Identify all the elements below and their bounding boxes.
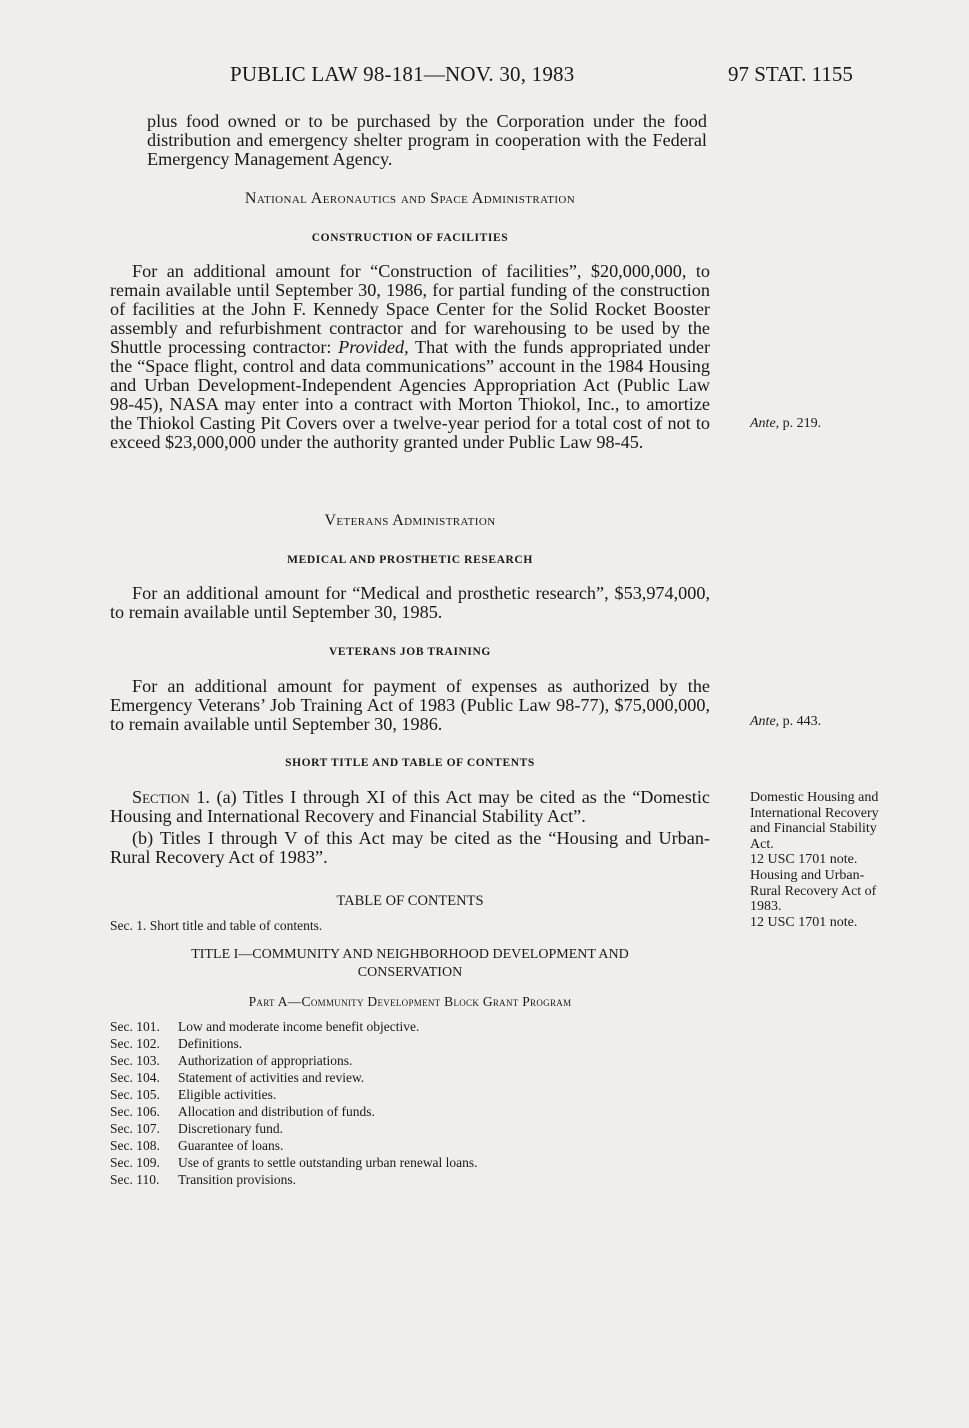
job-training-paragraph: For an additional amount for payment of expenses as authorized by the Emergency Veterans’ Job Training Act of 1983 (Public Law 98-77), $75,000,000, to remain available until September 30, 1986. (110, 676, 710, 734)
toc-heading: TABLE OF CONTENTS (336, 893, 484, 909)
toc-entry: Sec. 110. Transition provisions. (110, 1172, 297, 1187)
running-header-title: PUBLIC LAW 98-181—NOV. 30, 1983 (230, 62, 575, 86)
toc-entry: Sec. 108. Guarantee of loans. (110, 1138, 284, 1153)
toc-entry: Sec. 105. Eligible activities. (110, 1087, 277, 1102)
toc-part-a: Part A—Community Development Block Grant Program (248, 994, 572, 1009)
short-title-paragraph-b: (b) Titles I through V of this Act may be cited as the “Housing and Urban-Rural Recovery Act of 1983”. (110, 828, 710, 867)
appropriation-heading-job-training: VETERANS JOB TRAINING (329, 646, 491, 658)
toc-entry: Sec. 106. Allocation and distribution of funds. (110, 1104, 375, 1119)
section-label: Section 1. (132, 787, 210, 807)
margin-note-ante-219: Ante, p. 219. (750, 416, 822, 431)
margin-citation-1: 12 USC 1701 note. (750, 852, 858, 868)
intro-paragraph: plus food owned or to be purchased by the Corporation under the food distribution and emergency shelter program in cooperation with the Federal Emergency Management Agency. (147, 111, 707, 169)
nasa-text-after: That with the funds appropriated under the “Space flight, control and data communications” account in the 1984 Housing and Urban Development-Independent Agencies Appropriation Act (Public Law 98-45), NASA may enter into a contract with Morton Thiokol, Inc., to amortize the Thiokol Casting Pit Covers over a twelve-year period for a total cost of not to exceed $23,000,000 under the authority granted under Public Law 98-45. (110, 337, 710, 452)
margin-notes-short-title (750, 790, 880, 930)
toc-entry: Sec. 101. Low and moderate income benefit objective. (110, 1019, 420, 1034)
running-header-page: 97 STAT. 1155 (728, 62, 853, 86)
margin-note-ante-443: Ante, p. 443. (750, 714, 822, 729)
nasa-paragraph (110, 262, 710, 452)
margin-note-domestic-housing: Domestic Housing and International Recovery and Financial Stability Act. (750, 790, 879, 852)
agency-heading-nasa: National Aeronautics and Space Administration (244, 190, 576, 207)
toc-entry: Sec. 107. Discretionary fund. (110, 1121, 283, 1136)
toc-entry: Sec. 102. Definitions. (110, 1036, 243, 1051)
margin-citation-2: 12 USC 1701 note. (750, 914, 858, 930)
short-title-paragraph-a: Section 1. (a) Titles I through XI of this Act may be cited as the “Domestic Housing and International Recovery and Financial Stability Act”. (110, 787, 710, 826)
toc-entry: Sec. 104. Statement of activities and review. (110, 1070, 365, 1085)
toc-section-list (110, 1018, 630, 1188)
toc-title-i: TITLE I—COMMUNITY AND NEIGHBORHOOD DEVELOPMENT AND CONSERVATION (191, 947, 629, 980)
toc-entry: Sec. 109. Use of grants to settle outstanding urban renewal loans. (110, 1155, 478, 1170)
agency-heading-va: Veterans Administration (324, 512, 496, 529)
margin-note-urban-rural: Housing and Urban-Rural Recovery Act of 1983. (750, 867, 877, 915)
provided-term: Provided, (338, 337, 409, 357)
nasa-text-before: For an additional amount for “Construction of facilities”, $20,000,000, to remain available until September 30, 1986, for partial funding of the construction of facilities at the John F. Kennedy Space Center for the Solid Rocket Booster assembly and refurbishment contractor and for warehousing to be used by the Shuttle processing contractor: (110, 261, 710, 357)
toc-sec-1: Sec. 1. Short title and table of contents. (110, 918, 323, 933)
medical-research-paragraph: For an additional amount for “Medical and prosthetic research”, $53,974,000, to remain available until September 30, 1985. (110, 583, 710, 622)
short-title-heading: SHORT TITLE AND TABLE OF CONTENTS (285, 757, 535, 769)
appropriation-heading-medical: MEDICAL AND PROSTHETIC RESEARCH (287, 554, 533, 566)
toc-entry: Sec. 103. Authorization of appropriations. (110, 1053, 353, 1068)
appropriation-heading-construction: CONSTRUCTION OF FACILITIES (311, 232, 509, 244)
